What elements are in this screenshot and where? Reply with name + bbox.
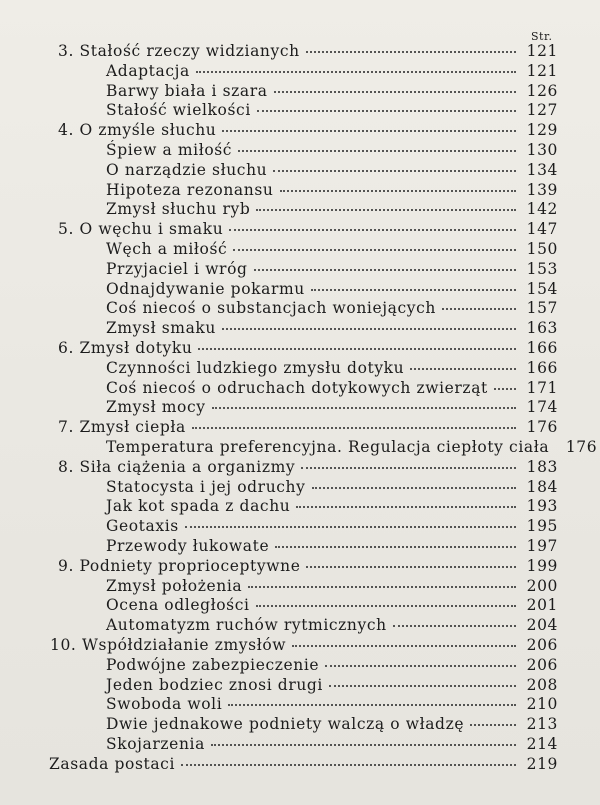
dot-leader — [306, 51, 516, 53]
toc-section-row — [0, 478, 600, 498]
page-number: 219 — [526, 754, 558, 773]
section-title: Węch a miłość — [106, 239, 228, 258]
page-number: 166 — [526, 338, 558, 357]
dot-leader — [185, 526, 516, 528]
dot-leader — [442, 308, 516, 310]
section-title: Statocysta i jej odruchy — [106, 477, 306, 496]
toc-section-row — [0, 676, 600, 696]
toc-chapter-row — [0, 755, 600, 775]
toc-chapter-row — [0, 339, 600, 359]
page-number: 206 — [526, 635, 558, 654]
page-number: 129 — [526, 121, 558, 140]
toc-section-row — [0, 695, 600, 715]
section-title: Stałość wielkości — [106, 101, 251, 120]
dot-leader — [311, 289, 516, 291]
section-title: Ocena odległości — [106, 596, 250, 615]
page-number: 171 — [526, 378, 558, 397]
section-title: Jak kot spada z dachu — [106, 497, 291, 516]
dot-leader — [470, 724, 516, 726]
toc-chapter-row — [0, 418, 600, 438]
toc-section-row — [0, 82, 600, 102]
toc-section-row — [0, 537, 600, 557]
dot-leader — [296, 506, 516, 508]
toc-section-row — [0, 280, 600, 300]
chapter-title: Zasada postaci — [49, 754, 176, 773]
section-title: Dwie jednakowe podniety walczą o władzę — [106, 715, 465, 734]
section-title: Zmysł smaku — [106, 319, 216, 338]
page-number: 127 — [526, 101, 558, 120]
page-number: 150 — [526, 239, 558, 258]
toc-section-row — [0, 596, 600, 616]
toc-section-row — [0, 101, 600, 121]
page-number: 121 — [526, 42, 558, 60]
dot-leader — [196, 71, 516, 73]
toc-section-row — [0, 735, 600, 755]
chapter-title: 4. O zmyśle słuchu — [58, 121, 217, 140]
page-number: 154 — [526, 279, 558, 298]
dot-leader — [410, 368, 516, 370]
section-title: Podwójne zabezpieczenie — [106, 655, 320, 674]
toc-section-row — [0, 577, 600, 597]
toc-chapter-row — [0, 636, 600, 656]
dot-leader — [301, 467, 516, 469]
toc-chapter-row — [0, 42, 600, 62]
toc-section-row — [0, 240, 600, 260]
page-number: 147 — [526, 220, 558, 239]
page-number: 183 — [526, 457, 558, 476]
page-number: 195 — [526, 517, 558, 536]
page-number: 126 — [526, 81, 558, 100]
page-number: 197 — [526, 536, 558, 555]
dot-leader — [198, 348, 516, 350]
toc-section-row — [0, 62, 600, 82]
dot-leader — [275, 546, 516, 548]
section-title: Hipoteza rezonansu — [106, 180, 274, 199]
toc-section-row — [0, 715, 600, 735]
section-title: Coś niecoś o substancjach woniejących — [106, 299, 436, 318]
dot-leader — [248, 586, 516, 588]
page-number: 139 — [526, 180, 558, 199]
toc-section-row — [0, 181, 600, 201]
toc-section-row — [0, 616, 600, 636]
toc-section-row — [0, 319, 600, 339]
chapter-title: 5. O węchu i smaku — [58, 220, 224, 239]
page-number: 142 — [526, 200, 558, 219]
page-number: 200 — [526, 576, 558, 595]
dot-leader — [228, 704, 516, 706]
page-number: 201 — [526, 596, 558, 615]
dot-leader — [312, 487, 517, 489]
toc-section-row — [0, 260, 600, 280]
dot-leader — [274, 91, 516, 93]
dot-leader — [325, 665, 516, 667]
chapter-title: 6. Zmysł dotyku — [58, 338, 193, 357]
page-number: 210 — [526, 695, 558, 714]
chapter-title: 10. Współdziałanie zmysłów — [50, 635, 287, 654]
toc-chapter-row — [0, 220, 600, 240]
dot-leader — [292, 645, 516, 647]
dot-leader — [256, 605, 516, 607]
dot-leader — [257, 110, 516, 112]
section-title: Jeden bodziec znosi drugi — [106, 675, 323, 694]
page-number: 134 — [526, 160, 558, 179]
toc-section-row — [0, 656, 600, 676]
section-title: O narządzie słuchu — [106, 160, 268, 179]
section-title: Śpiew a miłość — [106, 140, 233, 159]
toc-section-row — [0, 200, 600, 220]
dot-leader — [222, 130, 516, 132]
dot-leader — [256, 209, 516, 211]
dot-leader — [306, 566, 516, 568]
page-number: 206 — [526, 655, 558, 674]
page-number: 193 — [526, 497, 558, 516]
section-title: Coś niecoś o odruchach dotykowych zwierząt — [106, 378, 488, 397]
page-number: 176 — [526, 418, 558, 437]
dot-leader — [233, 249, 516, 251]
toc-chapter-row — [0, 121, 600, 141]
page-number: 208 — [526, 675, 558, 694]
toc-section-row — [0, 517, 600, 537]
section-title: Adaptacja — [106, 61, 190, 80]
page-number: 176 — [565, 437, 598, 456]
page-number: 166 — [526, 358, 558, 377]
section-title: Barwy biała i szara — [106, 81, 268, 100]
toc-section-row — [0, 299, 600, 319]
table-of-contents — [0, 42, 600, 774]
dot-leader — [280, 190, 517, 192]
dot-leader — [229, 229, 516, 231]
section-title: Przyjaciel i wróg — [106, 259, 248, 278]
chapter-title: 9. Podniety proprioceptywne — [58, 556, 301, 575]
section-title: Odnajdywanie pokarmu — [106, 279, 305, 298]
toc-chapter-row — [0, 557, 600, 577]
section-title: Swoboda woli — [106, 695, 223, 714]
toc-section-row — [0, 497, 600, 517]
page-number: 213 — [526, 715, 558, 734]
section-title: Przewody łukowate — [106, 536, 270, 555]
page-number: 153 — [526, 259, 558, 278]
dot-leader — [254, 269, 516, 271]
toc-section-row — [0, 161, 600, 181]
page-column-label: Str. — [531, 30, 553, 43]
toc-section-row — [0, 359, 600, 379]
section-title: Geotaxis — [106, 517, 179, 536]
toc-chapter-row — [0, 458, 600, 478]
toc-section-row — [0, 141, 600, 161]
dot-leader — [238, 150, 516, 152]
dot-leader — [329, 685, 516, 687]
page-number: 157 — [526, 299, 558, 318]
page-number: 121 — [526, 61, 558, 80]
section-title: Zmysł słuchu ryb — [106, 200, 251, 219]
section-title: Czynności ludzkiego zmysłu dotyku — [106, 358, 405, 377]
toc-section-row — [0, 379, 600, 399]
section-title: Temperatura preferencyjna. Regulacja ciepłoty ciała — [106, 437, 550, 456]
section-title: Zmysł mocy — [106, 398, 206, 417]
dot-leader — [494, 388, 516, 390]
chapter-title: 8. Siła ciążenia a organizmy — [58, 457, 296, 476]
dot-leader — [192, 427, 516, 429]
dot-leader — [393, 625, 516, 627]
page-number: 214 — [526, 734, 558, 753]
page-number: 130 — [526, 140, 558, 159]
dot-leader — [212, 407, 516, 409]
chapter-title: 3. Stałość rzeczy widzianych — [58, 42, 300, 60]
section-title: Skojarzenia — [106, 734, 205, 753]
dot-leader — [222, 328, 516, 330]
page-number: 184 — [526, 477, 558, 496]
page-number: 199 — [526, 556, 558, 575]
section-title: Automatyzm ruchów rytmicznych — [106, 616, 387, 635]
section-title: Zmysł położenia — [106, 576, 243, 595]
dot-leader — [273, 170, 516, 172]
page-number: 174 — [526, 398, 558, 417]
chapter-title: 7. Zmysł ciepła — [58, 418, 186, 437]
page-number: 163 — [526, 319, 558, 338]
dot-leader — [181, 764, 516, 766]
dot-leader — [211, 744, 516, 746]
toc-section-row — [0, 398, 600, 418]
toc-section-row — [0, 438, 600, 458]
page-number: 204 — [526, 616, 558, 635]
